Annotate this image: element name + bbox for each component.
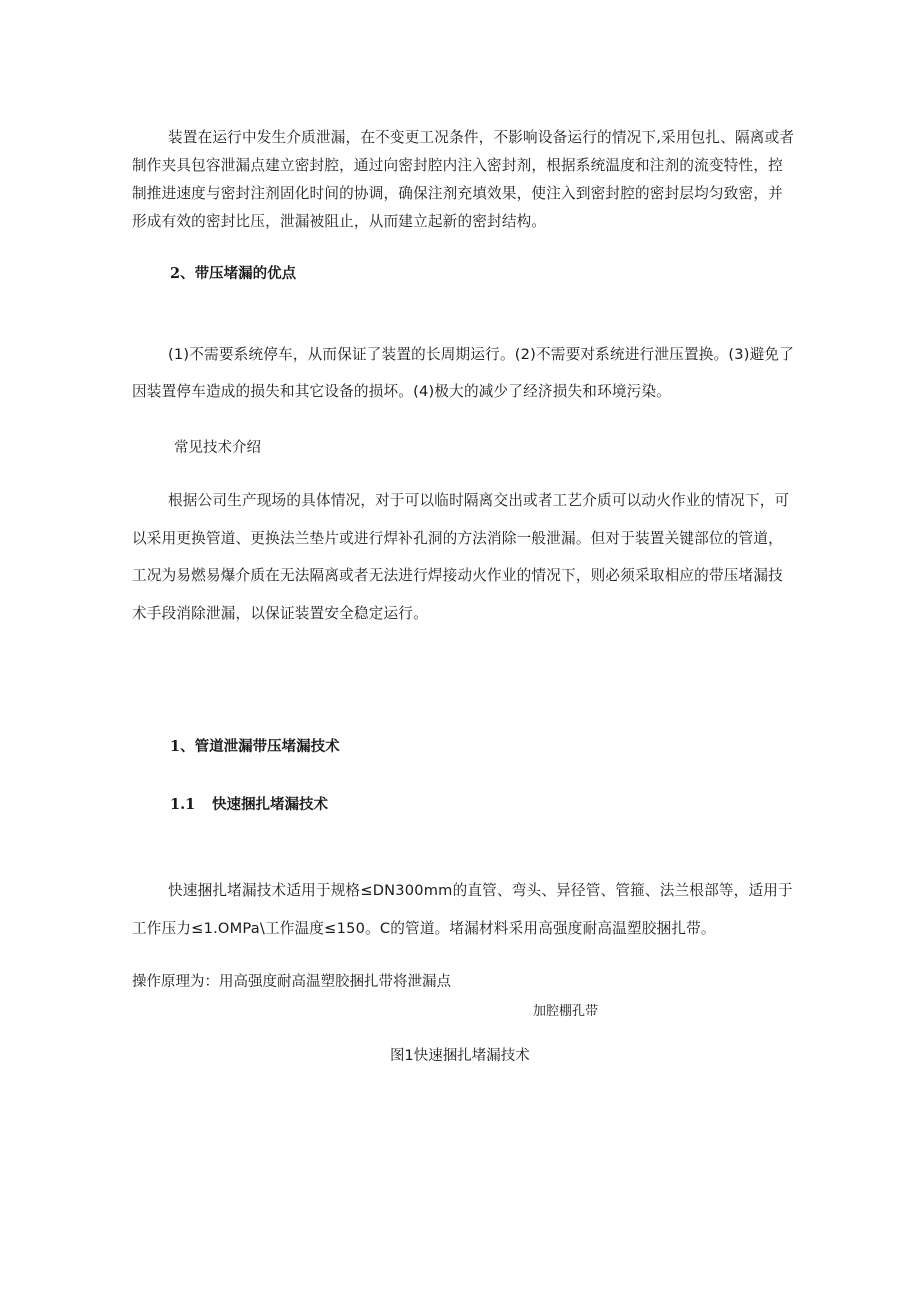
section-1-heading: 1、管道泄漏带压堵漏技术	[170, 738, 340, 755]
binding-technique-paragraph: 快速捆扎堵漏技术适用于规格≤DN300mm的直管、弯头、异径管、管箍、法兰根部等，适用于工作压力≤1.OMPa\工作温度≤150。C的管道。堵漏材料采用高强度耐高温塑胶捆扎带。	[132, 882, 793, 937]
figure-label: 加腔棚孔带	[533, 1004, 599, 1019]
operation-principle-text: 操作原理为：用高强度耐高温塑胶捆扎带将泄漏点	[132, 974, 451, 990]
section-number: 1.1	[170, 796, 196, 813]
advantages-paragraph: (1)不需要系统停车，从而保证了装置的长周期运行。(2)不需要对系统进行泄压置换。(3)避免了因装置停车造成的损失和其它设备的损坏。(4)极大的减少了经济损失和环境污染。	[132, 346, 794, 400]
section-1-1-heading	[170, 795, 328, 815]
common-tech-paragraph: 根据公司生产现场的具体情况，对于可以临时隔离交出或者工艺介质可以动火作业的情况下，可以采用更换管道、更换法兰垫片或进行焊补孔洞的方法消除一般泄漏。但对于装置关键部位的管道，工况为易燃易爆介质在无法隔离或者无法进行焊接动火作业的情况下，则必须采取相应的带压堵漏技术手段消除泄漏，以保证装置安全稳定运行。	[132, 492, 790, 622]
section-title: 快速捆扎堵漏技术	[212, 796, 328, 813]
common-tech-title: 常见技术介绍	[174, 440, 261, 456]
figure-caption: 图1快速捆扎堵漏技术	[390, 1048, 530, 1064]
section-2-heading: 2、带压堵漏的优点	[170, 265, 297, 282]
intro-paragraph: 装置在运行中发生介质泄漏，在不变更工况条件，不影响设备运行的情况下,采用包扎、隔离或者制作夹具包容泄漏点建立密封腔，通过向密封腔内注入密封剂，根据系统温度和注剂的流变特性，控制推进速度与密封注剂固化时间的协调，确保注剂充填效果，使注入到密封腔的密封层均匀致密，并形成有效的密封比压，泄漏被阻止，从而建立起新的密封结构。	[132, 129, 795, 230]
